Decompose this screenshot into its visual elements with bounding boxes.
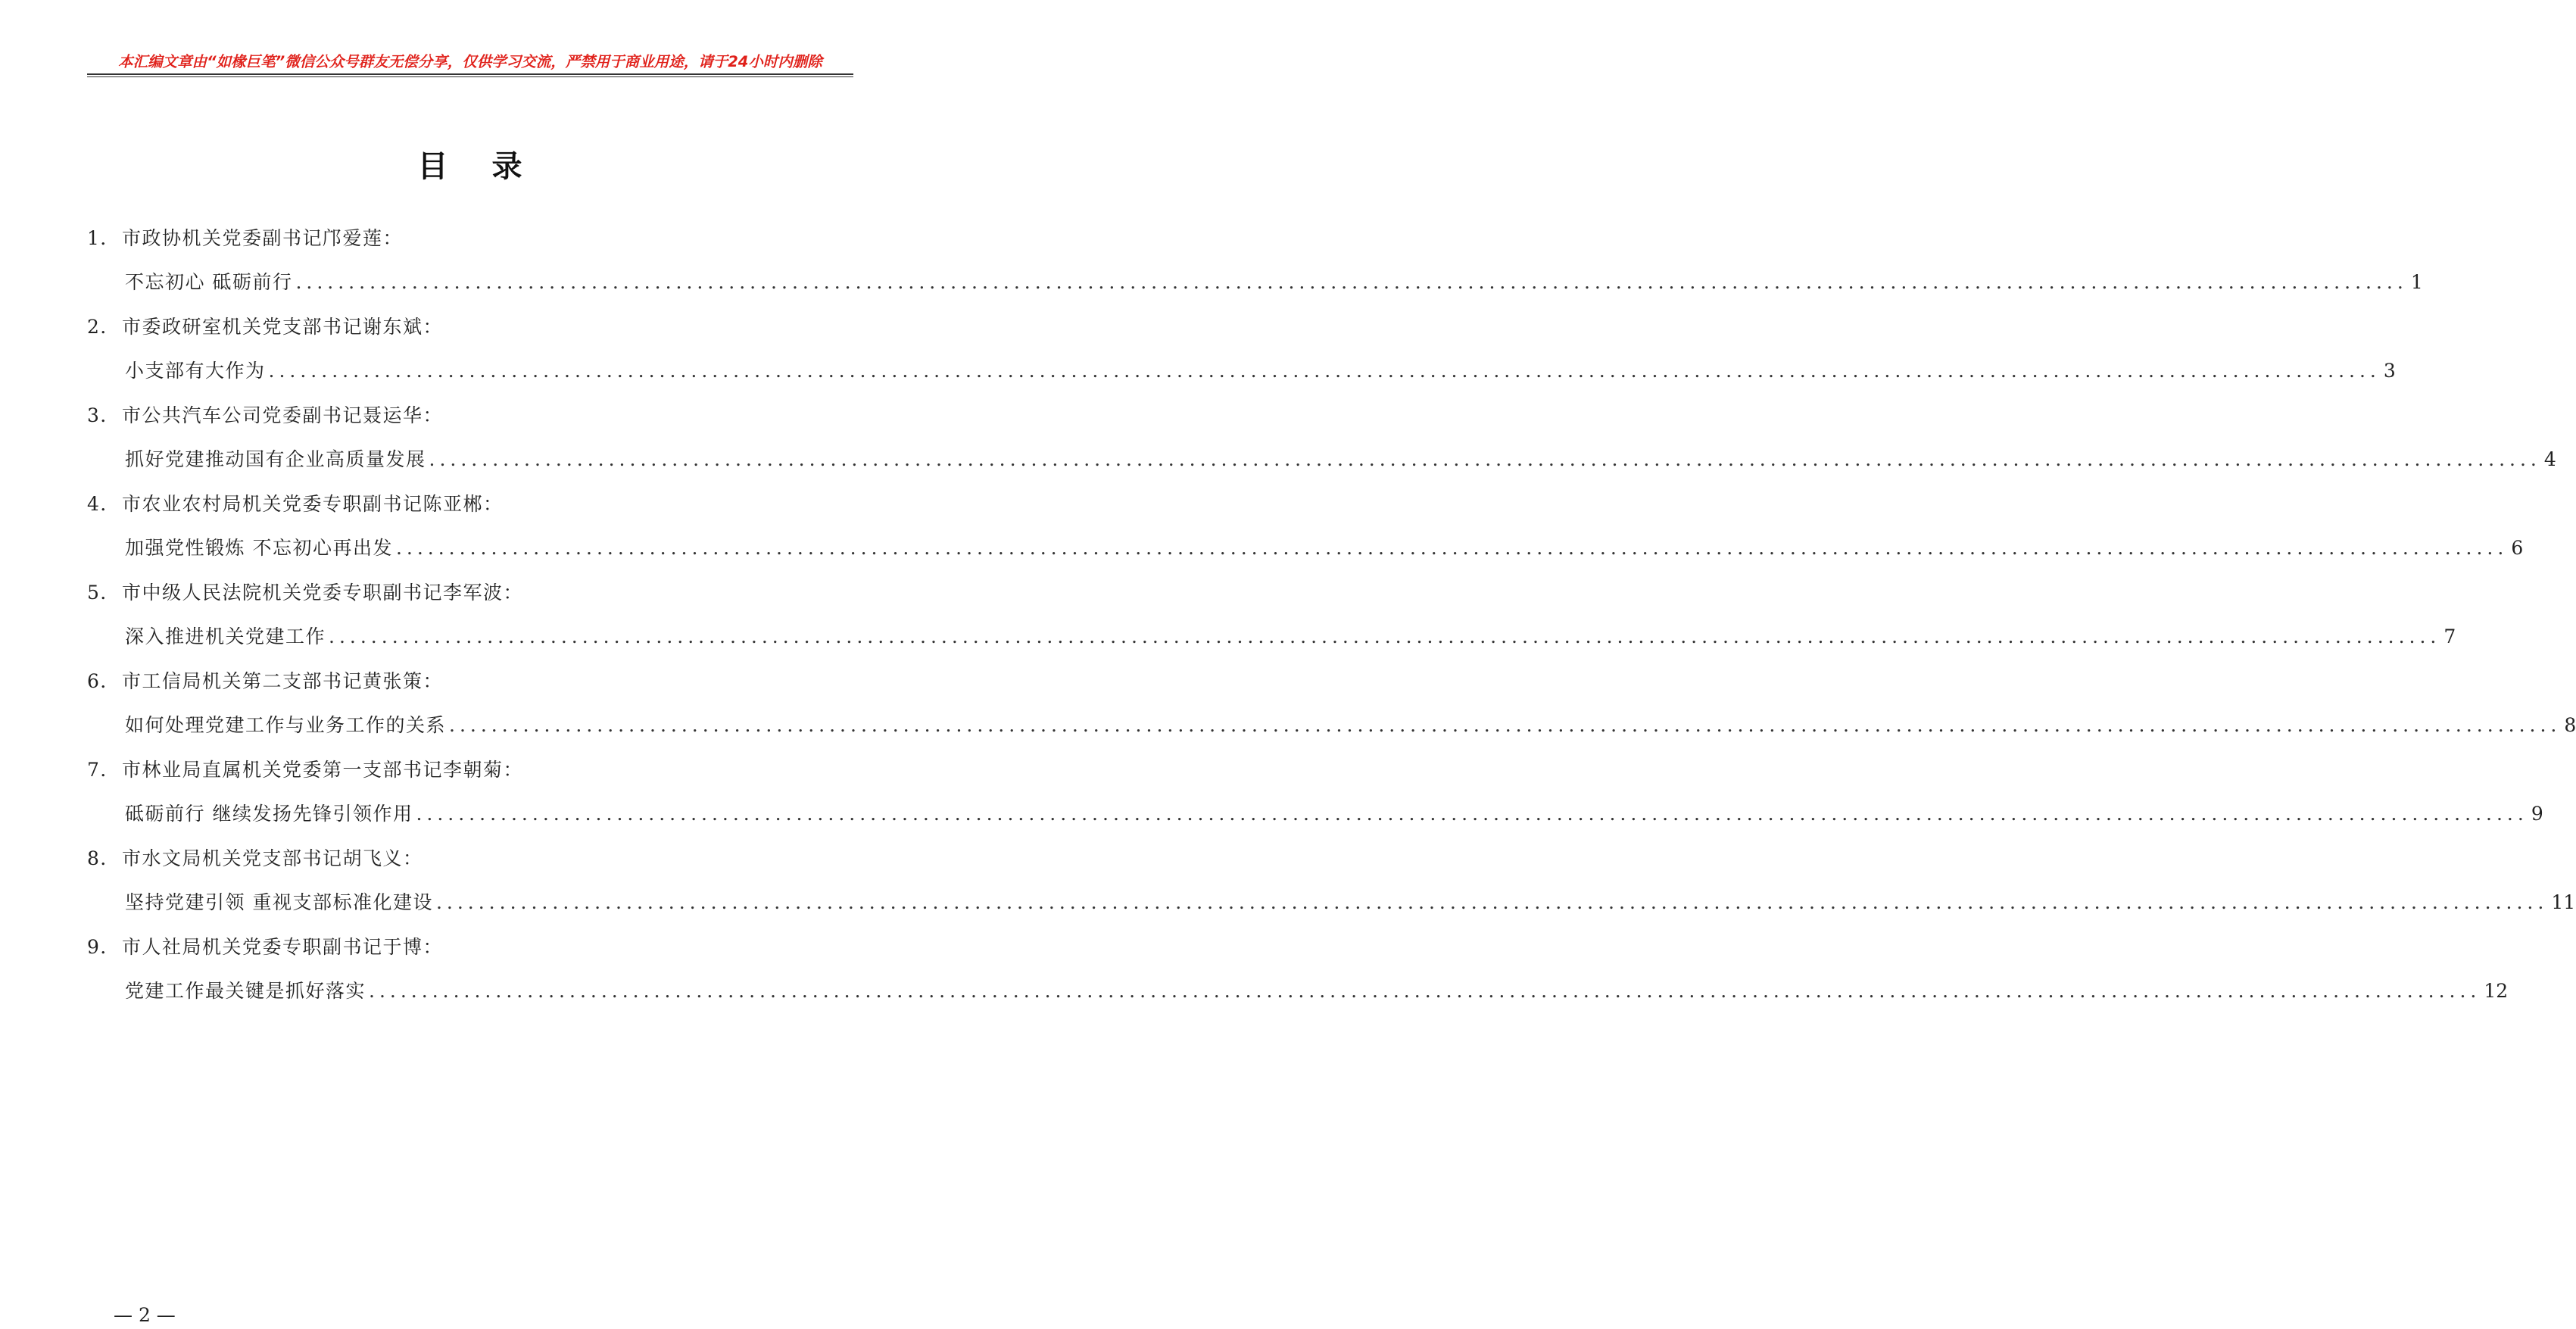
toc-entry-number: 1．	[87, 227, 120, 249]
toc-entry-title: 如何处理党建工作与业务工作的关系	[125, 714, 447, 736]
toc-entry-page: 11	[2551, 891, 2576, 913]
page-number: — 2 —	[114, 1304, 176, 1326]
toc-entry-author: 市委政研室机关党支部书记谢东斌：	[122, 316, 444, 338]
toc-leader-dots: ........................................................................................................................................................................................................	[369, 980, 2481, 1002]
toc-entry-author: 市水文局机关党支部书记胡飞义：	[122, 847, 423, 869]
toc-entry-2[interactable]	[87, 312, 2396, 401]
toc-entry-title: 党建工作最关键是抓好落实	[125, 980, 366, 1002]
toc-leader-dots: ........................................................................................................................................................................................................	[329, 626, 2441, 647]
toc-entry-title: 加强党性锻炼 不忘初心再出发	[125, 537, 393, 559]
toc-entry-number: 4．	[87, 493, 120, 515]
toc-leader-dots: ........................................................................................................................................................................................................	[449, 714, 2562, 736]
toc-entry-line	[125, 710, 2576, 741]
toc-list	[87, 223, 2576, 1021]
toc-entry-line	[125, 267, 2423, 298]
toc-leader-dots: ........................................................................................................................................................................................................	[435, 891, 2549, 913]
toc-entry-page: 9	[2531, 803, 2543, 825]
toc-entry-number: 5．	[87, 582, 120, 604]
toc-entry-heading	[87, 666, 443, 697]
header-notice: 本汇编文章由“如椽巨笔”微信公众号群友无偿分享，仅供学习交流，严禁用于商业用途，请于24小时内删除	[118, 53, 822, 70]
toc-entry-author: 市农业农村局机关党委专职副书记陈亚郴：	[122, 493, 504, 515]
toc-entry-page: 4	[2543, 448, 2556, 470]
toc-entry-heading	[87, 578, 523, 608]
toc-entry-author: 市人社局机关党委专职副书记于博：	[122, 936, 444, 958]
toc-entry-line	[125, 622, 2456, 652]
toc-entry-heading	[87, 844, 423, 874]
toc-leader-dots: ........................................................................................................................................................................................................	[416, 803, 2528, 825]
toc-entry-line	[125, 976, 2509, 1006]
toc-title: 目 录	[417, 148, 539, 184]
toc-entry-line	[125, 445, 2556, 475]
toc-entry-page: 8	[2564, 714, 2576, 736]
toc-entry-line	[125, 533, 2524, 563]
toc-entry-page: 12	[2484, 980, 2509, 1002]
toc-entry-number: 9．	[87, 936, 120, 958]
toc-entry-number: 6．	[87, 670, 120, 692]
toc-entry-line	[125, 356, 2396, 386]
toc-entry-author: 市政协机关党委副书记邝爱莲：	[122, 227, 404, 249]
toc-entry-title: 深入推进机关党建工作	[125, 626, 326, 647]
toc-entry-title: 小支部有大作为	[125, 360, 266, 382]
toc-entry-heading	[87, 489, 504, 519]
toc-entry-author: 市中级人民法院机关党委专职副书记李军波：	[122, 582, 524, 604]
toc-entry-author: 市林业局直属机关党委第一支部书记李朝菊：	[122, 759, 524, 781]
toc-leader-dots: ........................................................................................................................................................................................................	[295, 271, 2408, 293]
toc-entry-7[interactable]	[87, 755, 2543, 844]
toc-entry-8[interactable]	[87, 844, 2576, 932]
toc-entry-line	[125, 888, 2576, 918]
toc-entry-heading	[87, 932, 443, 962]
toc-entry-4[interactable]	[87, 489, 2524, 578]
toc-entry-3[interactable]	[87, 401, 2556, 489]
toc-entry-number: 3．	[87, 404, 120, 426]
toc-entry-page: 6	[2511, 537, 2524, 559]
toc-entry-title: 砥砺前行 继续发扬先锋引领作用	[125, 803, 413, 825]
toc-entry-title: 抓好党建推动国有企业高质量发展	[125, 448, 426, 470]
header-divider	[87, 73, 853, 75]
toc-entry-author: 市公共汽车公司党委副书记聂运华：	[122, 404, 444, 426]
toc-entry-5[interactable]	[87, 578, 2456, 666]
toc-entry-9[interactable]	[87, 932, 2509, 1021]
toc-entry-page: 1	[2410, 271, 2423, 293]
toc-entry-number: 2．	[87, 316, 120, 338]
toc-entry-line	[125, 799, 2543, 829]
toc-entry-page: 7	[2443, 626, 2456, 647]
toc-entry-title: 坚持党建引领 重视支部标准化建设	[125, 891, 433, 913]
toc-leader-dots: ........................................................................................................................................................................................................	[395, 537, 2509, 559]
toc-entry-number: 7．	[87, 759, 120, 781]
toc-entry-number: 8．	[87, 847, 120, 869]
toc-entry-heading	[87, 401, 443, 431]
toc-entry-heading	[87, 755, 523, 785]
toc-leader-dots: ........................................................................................................................................................................................................	[429, 448, 2541, 470]
toc-entry-page: 3	[2383, 360, 2396, 382]
toc-entry-author: 市工信局机关第二支部书记黄张策：	[122, 670, 444, 692]
toc-entry-heading	[87, 223, 403, 254]
toc-entry-title: 不忘初心 砥砺前行	[125, 271, 293, 293]
toc-leader-dots: ........................................................................................................................................................................................................	[268, 360, 2381, 382]
toc-entry-6[interactable]	[87, 666, 2576, 755]
toc-entry-heading	[87, 312, 443, 342]
toc-entry-1[interactable]	[87, 223, 2423, 312]
